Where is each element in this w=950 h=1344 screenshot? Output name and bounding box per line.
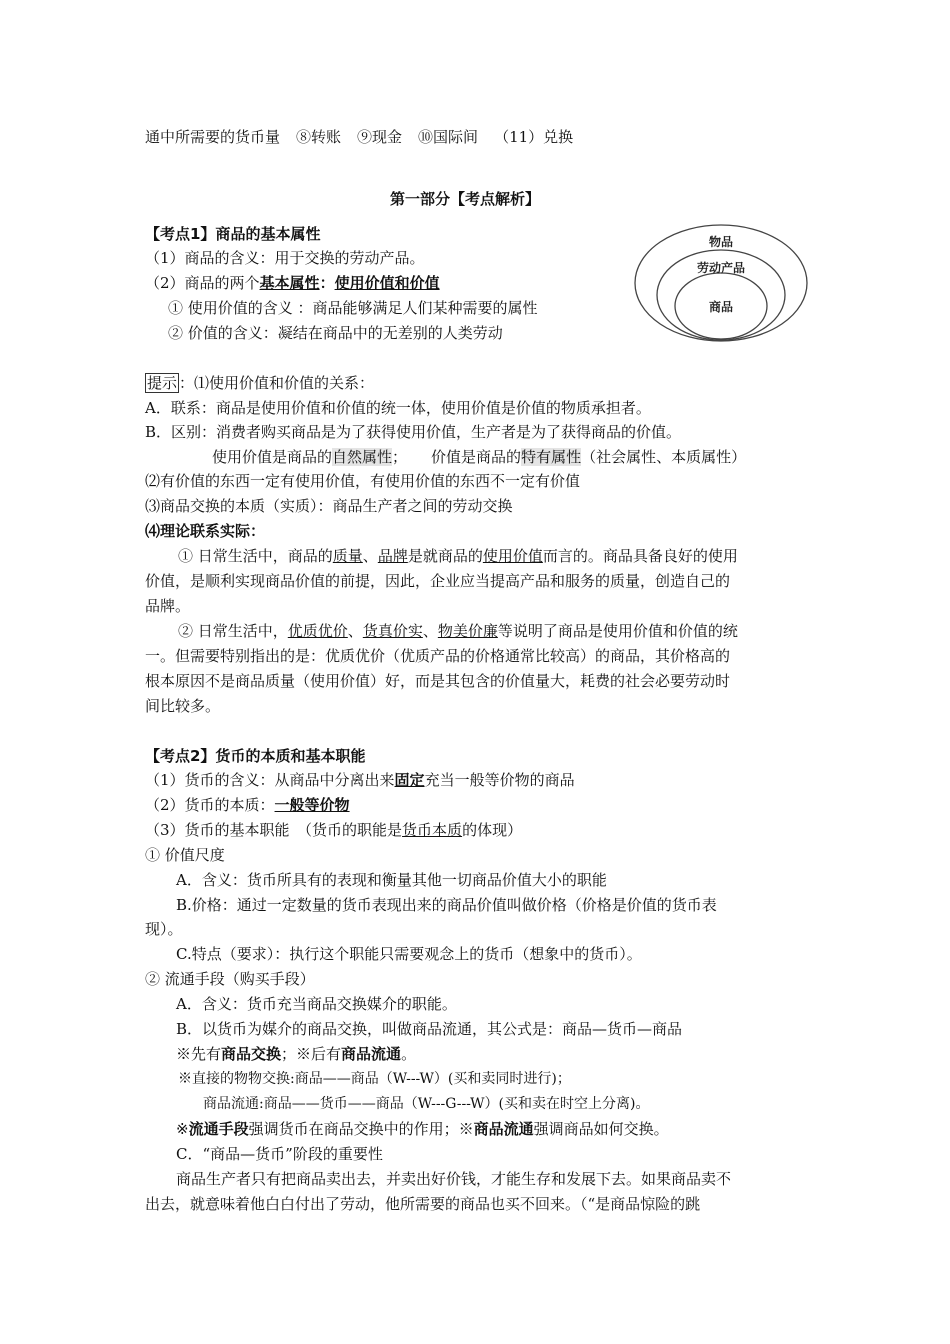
kp2-f1c: C.特点（要求）：执行这个职能只需要观念上的货币（想象中的货币）。 [176,945,642,963]
note4-circulation: 商品流通 [473,1120,534,1138]
para1-line-3: 品牌。 [145,597,191,615]
label-labor-products: 劳动产品 [696,261,746,275]
kp2-f2a: A．含义：货币充当商品交换媒介的职能。 [176,995,457,1013]
tip-c1-pre: 使用价值是商品的 [212,448,333,466]
kp2-line-2 [145,794,350,816]
kp2-money-essence: 货币本质 [402,821,463,839]
note4-post: 强调商品如何交换。 [533,1120,669,1138]
tip-line [145,372,374,394]
para1-brand: 品牌 [377,547,408,565]
kp1-line-2 [145,272,440,294]
tip-b: B．区别：消费者购买商品是为了获得使用价值，生产者是为了获得商品的价值。 [145,423,682,441]
kp2-note-3: 商品流通:商品——货币——商品（W---G---W）(买和卖在时空上分离)。 [203,1096,650,1112]
para2-line-1 [178,620,738,642]
top-line-c: ⑨现金 [357,128,403,146]
kp1-line-2-pre: （2）商品的两个 [145,274,260,292]
note1-mid: ；※后有 [281,1045,342,1063]
tip-c2-post: （社会属性、本质属性） [581,448,747,466]
para1-line-1 [178,545,738,567]
natural-attribute: 自然属性 [332,448,393,466]
kp2-f1a: A．含义：货币所具有的表现和衡量其他一切商品价值大小的职能 [176,871,607,889]
kp2-l2-pre: （2）货币的本质： [145,796,275,814]
tip-label: 提示 [147,374,178,392]
kp1-colon: ： [319,274,335,292]
tip-a: A．联系：商品是使用价值和价值的统一体，使用价值是价值的物质承担者。 [145,399,651,417]
para2-s3: 、 [422,622,438,640]
note1-pre: ※先有 [176,1045,222,1063]
kp2-fixed: 固定 [394,771,425,789]
para1-s2: 、 [362,547,378,565]
para2-u3: 物美价廉 [437,622,498,640]
note1-post: 。 [401,1045,417,1063]
kp2-note-2: ※直接的物物交换:商品——商品（W---W）(买和卖同时进行)； [178,1071,571,1087]
commodity-venn-diagram [632,222,810,344]
para2-line-3: 根本原因不是商品质量（使用价值）好，而是其包含的价值量大，耗费的社会必要劳动时 [145,672,731,690]
top-line-d: ⑩国际间 [418,128,479,146]
top-line [145,126,573,148]
section-title: 第一部分【考点解析】 [390,190,541,208]
kp2-heading: 【考点2】货币的本质和基本职能 [145,747,366,765]
tip-p3: ⑶商品交换的本质（实质）：商品生产者之间的劳动交换 [145,497,513,515]
kp2-l3-pre: （3）货币的基本职能 （货币的职能是 [145,821,403,839]
kp2-f2b: B．以货币为媒介的商品交换，叫做商品流通，其公式是：商品—货币—商品 [176,1020,683,1038]
kp2-f1b2: 现）。 [145,920,183,938]
para1-s3: 是就商品的 [407,547,483,565]
kp1-line-3: ① 使用价值的含义 ：商品能够满足人们某种需要的属性 [168,299,538,317]
kp1-line-1: （1）商品的含义：用于交换的劳动产品。 [145,249,425,267]
note4-mid: 强调货币在商品交换中的作用；※ [248,1120,474,1138]
kp2-c-line-1: 商品生产者只有把商品卖出去，并卖出好价钱，才能生存和发展下去。如果商品卖不 [176,1170,732,1188]
para1-line-2: 价值，是顺利实现商品价值的前提，因此，企业应当提高产品和服务的质量，创造自己的 [145,572,731,590]
para2-u2: 货真价实 [362,622,423,640]
kp2-line-3 [145,819,522,841]
note4-means: 流通手段 [188,1120,249,1138]
kp2-f2: ② 流通手段（购买手段） [145,970,315,988]
kp2-f1: ① 价值尺度 [145,846,225,864]
kp2-l3-post: 的体现） [462,821,523,839]
kp2-note-4 [176,1118,669,1140]
para1-quality: 质量 [332,547,363,565]
kp2-l1-post: 充当一般等价物的商品 [424,771,575,789]
kp2-line-1 [145,769,575,791]
tip-rest: ：⑴使用价值和价值的关系： [179,374,375,392]
label-commodity: 商品 [708,300,734,314]
kp2-f1b1: B.价格：通过一定数量的货币表现出来的商品价值叫做价格（价格是价值的货币表 [176,896,717,914]
kp1-use-value-and-value: 使用价值和价值 [334,274,440,292]
para2-s2: 、 [347,622,363,640]
para2-line-2: 一。但需要特别指出的是：优质优价（优质产品的价格通常比较高）的商品，其价格高的 [145,647,731,665]
tip-c2-pre: 价值是商品的 [431,448,522,466]
note4-pre: ※ [176,1120,189,1138]
para2-line-4: 间比较多。 [145,697,221,715]
kp2-c-head: C．“商品—货币”阶段的重要性 [176,1145,383,1163]
kp1-heading: 【考点1】商品的基本属性 [145,225,321,243]
para2-s1: ② 日常生活中， [178,622,288,640]
note1-circulation: 商品流通 [341,1045,402,1063]
top-line-b: ⑧转账 [296,128,342,146]
kp2-l1-pre: （1）货币的含义：从商品中分离出来 [145,771,395,789]
kp1-basic-attributes: 基本属性 [259,274,320,292]
kp2-note-1 [176,1043,416,1065]
label-goods: 物品 [708,235,734,249]
kp2-general-equivalent: 一般等价物 [274,796,350,814]
para1-use-value: 使用价值 [482,547,543,565]
tip-p4: ⑷理论联系实际： [145,522,266,540]
tip-c [212,446,746,468]
top-line-e: （11）兑换 [494,128,574,146]
tip-c1-mid: ； [392,448,408,466]
para2-s4: 等说明了商品是使用价值和价值的统 [497,622,738,640]
kp1-line-4: ② 价值的含义：凝结在商品中的无差别的人类劳动 [168,324,503,342]
para1-s4: 而言的。商品具备良好的使用 [542,547,738,565]
tip-p2: ⑵有价值的东西一定有使用价值，有使用价值的东西不一定有价值 [145,472,581,490]
para2-u1: 优质优价 [287,622,348,640]
special-attribute: 特有属性 [521,448,582,466]
top-line-a: 通中所需要的货币量 [145,128,281,146]
para1-s1: ① 日常生活中，商品的 [178,547,333,565]
kp2-c-line-2: 出去，就意味着他白白付出了劳动，他所需要的商品也买不回来。（“是商品惊险的跳 [145,1195,701,1213]
note1-exchange: 商品交换 [221,1045,282,1063]
